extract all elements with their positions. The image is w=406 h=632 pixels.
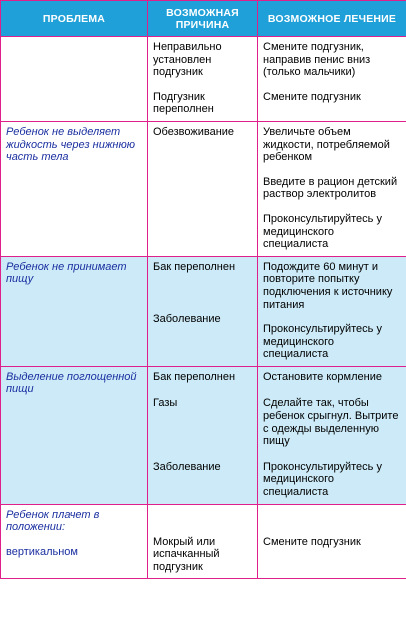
table-row — [1, 366, 406, 504]
problem-text: Ребенок не принимает пищу — [6, 260, 127, 286]
header-solution: ВОЗМОЖНОЕ ЛЕЧЕНИЕ — [258, 1, 406, 37]
problem-text: Ребенок не выделяет жидкость через нижнюю часть тела — [6, 125, 136, 164]
table-row — [1, 504, 406, 579]
cause-cell — [148, 121, 258, 256]
solution-item: Смените подгузник — [263, 90, 361, 103]
cause-item: Заболевание — [153, 313, 221, 326]
problem-cell — [1, 366, 148, 504]
solution-cell — [258, 121, 406, 256]
cause-cell — [148, 256, 258, 366]
spacer — [263, 509, 401, 536]
problem-cell — [1, 37, 148, 122]
problem-text: Выделение поглощенной пищи — [6, 370, 137, 396]
solution-item: Сделайте так, чтобы ребенок срыгнул. Вытрите с одежды выделенную пищу — [263, 397, 399, 448]
cause-cell — [148, 504, 258, 579]
problem-cell — [1, 121, 148, 256]
cause-item: Неправильно установлен подгузник — [153, 41, 222, 79]
problem-cell — [1, 256, 148, 366]
solution-item: Проконсультируйтесь у медицинского специалиста — [263, 212, 382, 251]
header-cause: ВОЗМОЖНАЯ ПРИЧИНА — [148, 1, 258, 37]
solution-item: Подождите 60 минут и повторите попытку подключения к источнику питания — [263, 260, 393, 311]
table-row — [1, 121, 406, 256]
solution-item: Введите в рацион детский раствор электролитов — [263, 175, 398, 201]
cause-item: Бак переполнен — [153, 370, 236, 383]
solution-item: Проконсультируйтесь у медицинского специалиста — [263, 323, 382, 361]
solution-item: Смените подгузник, направив пенис вниз (только мальчики) — [263, 41, 371, 79]
solution-cell — [258, 256, 406, 366]
cause-item: Подгузник переполнен — [153, 90, 214, 116]
solution-item: Остановите кормление — [263, 370, 382, 383]
solution-cell — [258, 504, 406, 579]
header-row — [1, 1, 406, 37]
cause-item: Обезвоживание — [153, 125, 235, 138]
solution-cell — [258, 37, 406, 122]
solution-item: Увеличьте объем жидкости, потребляемой ребенком — [263, 125, 390, 164]
problem-text: Ребенок плачет в положении: — [6, 508, 100, 534]
cause-item: Бак переполнен — [153, 260, 236, 273]
header-problem: ПРОБЛЕМА — [1, 1, 148, 37]
table-row — [1, 256, 406, 366]
solution-item: Проконсультируйтесь у медицинского специалиста — [263, 460, 382, 499]
cause-cell — [148, 37, 258, 122]
cause-item: Заболевание — [153, 461, 221, 474]
table-row — [1, 37, 406, 122]
cause-item: Газы — [153, 397, 178, 410]
problem-subitem: вертикальном — [6, 545, 78, 558]
solution-cell — [258, 366, 406, 504]
cause-item: Мокрый или испачканный подгузник — [153, 535, 220, 573]
spacer — [153, 509, 252, 536]
cause-cell — [148, 366, 258, 504]
solution-item: Смените подгузник — [263, 535, 361, 548]
problem-cell — [1, 504, 148, 579]
